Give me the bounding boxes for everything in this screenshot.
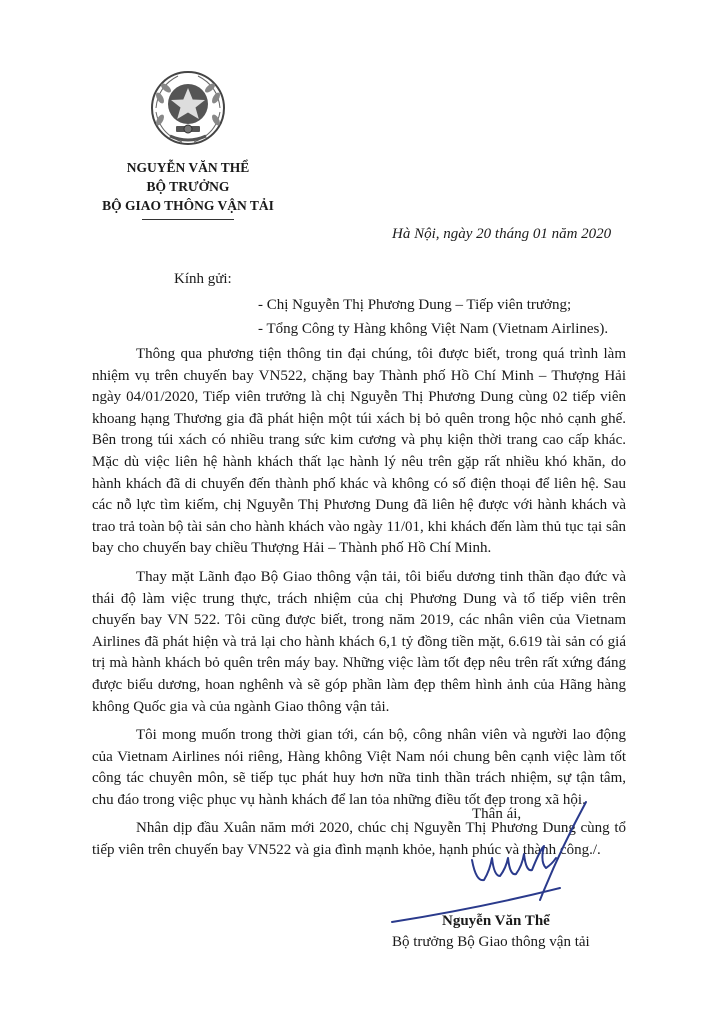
letter-body [92,344,626,869]
signer-title: Bộ trưởng Bộ Giao thông vận tải [392,934,590,950]
body-paragraph: Tôi mong muốn trong thời gian tới, cán bộ, công nhân viên và người lao động của Vietnam Airlines nói riêng, Hàng không Việt Nam nói chung bên cạnh việc làm tốt công tác chuyên môn, sẽ tiếp tục phát huy hơn nữa tinh thần trách nhiệm, sự tận tâm, chu đáo trong việc phục vụ hành khách để lan tỏa những điều tốt đẹp trong xã hội. [92,727,626,808]
body-paragraph: Nhân dịp đầu Xuân năm mới 2020, chúc chị Nguyễn Thị Phương Dung cùng tổ tiếp viên trên chuyến bay VN522 và gia đình mạnh khỏe, hạnh phúc và thành công./. [92,820,626,859]
issuer-underline [142,219,234,220]
issuer-name: NGUYỄN VĂN THỂ [126,160,250,175]
issuer-position: BỘ TRƯỞNG [146,179,230,194]
national-emblem-icon [148,68,228,148]
recipient-list [258,293,608,341]
date-line: Hà Nội, ngày 20 tháng 01 năm 2020 [392,226,612,242]
signer-name: Nguyễn Văn Thể [442,913,550,929]
body-paragraph: Thông qua phương tiện thông tin đại chúng, tôi được biết, trong quá trình làm nhiệm vụ trên chuyến bay VN522, chặng bay Thành phố Hồ Chí Minh – Thượng Hải ngày 04/01/2020, Tiếp viên trưởng là chị Nguyễn Thị Phương Dung cùng 02 tiếp viên khoang hạng Thương gia đã phát hiện một túi xách bị bỏ quên trong hộc nhỏ cạnh ghế. Bên trong túi xách có nhiều trang sức kim cương và phụ kiện thời trang cao cấp khác. Mặc dù việc liên hệ hành khách thất lạc hành lý nêu trên gặp rất nhiều khó khăn, do hành khách đã di chuyển đến thành phố khác và không có số điện thoại để liên hệ. Sau các nỗ lực tìm kiếm, chị Nguyễn Thị Phương Dung đã liên hệ được với hành khách và trao trả toàn bộ tài sản cho hành khách vào ngày 11/01, khi khách đến làm thủ tục tại sân bay cho chuyến bay chiều Thượng Hải – Thành phố Hồ Chí Minh. [92,346,626,557]
issuer-block [88,158,288,215]
recipient-item: - Chị Nguyễn Thị Phương Dung – Tiếp viên trưởng; [258,297,572,313]
body-paragraph: Thay mặt Lãnh đạo Bộ Giao thông vận tải, tôi biểu dương tinh thần đạo đức và thái độ làm việc trung thực, trách nhiệm của chị Phương Dung và tổ tiếp viên trên chuyến bay VN 522. Tôi cũng được biết, trong năm 2019, các nhân viên của Vietnam Airlines đã phát hiện và trả lại cho hành khách 6,1 tỷ đồng tiền mặt, 6.619 tài sản có giá trị mà hành khách bỏ quên trên máy bay. Những việc làm tốt đẹp nêu trên rất xứng đáng được biểu dương, hoan nghênh và sẽ góp phần làm đẹp thêm hình ảnh của Hãng hàng không Quốc gia và của ngành Giao thông vận tải. [92,568,626,715]
issuer-ministry: BỘ GIAO THÔNG VẬN TẢI [102,198,274,213]
recipient-item: - Tổng Công ty Hàng không Việt Nam (Vietnam Airlines). [258,321,609,337]
salutation: Kính gửi: [174,271,232,287]
closing-line: Thân ái, [472,806,522,822]
